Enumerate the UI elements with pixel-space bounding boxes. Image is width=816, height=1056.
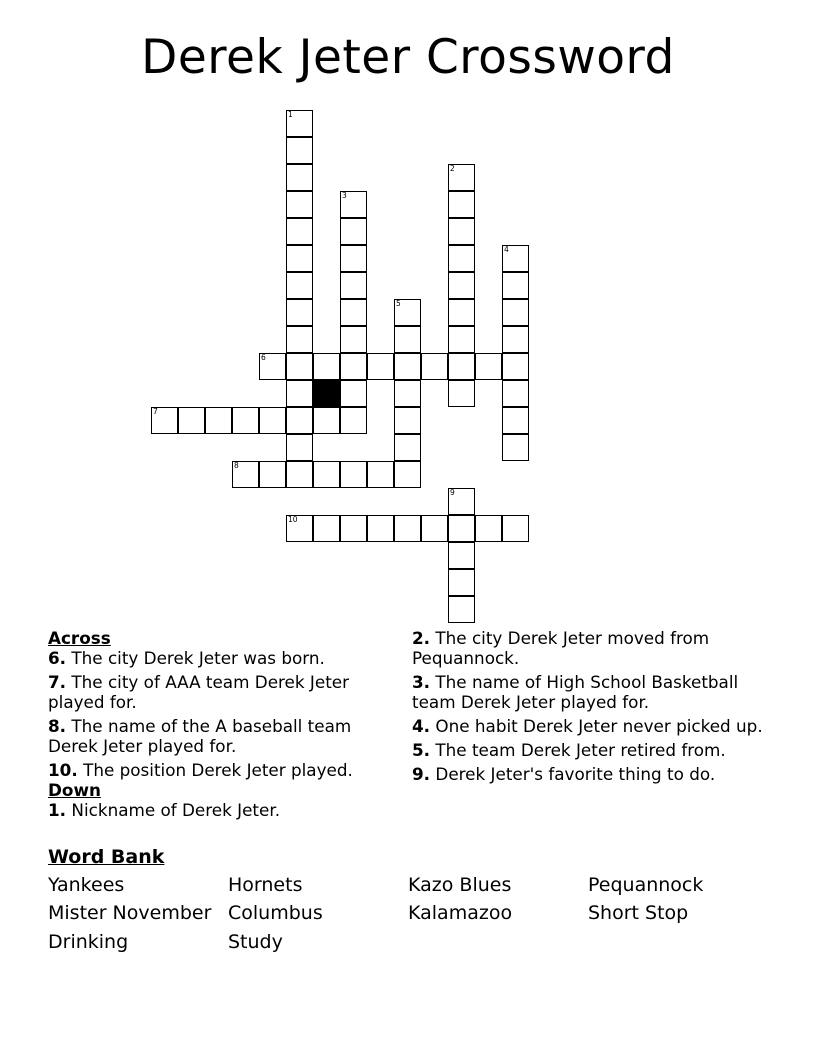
- grid-cell[interactable]: [421, 515, 448, 542]
- grid-cell[interactable]: [340, 461, 367, 488]
- word-bank-item: Kalamazoo: [408, 902, 513, 924]
- clue-text: The name of the A baseball team Derek Jeter played for.: [48, 716, 352, 756]
- cell-number: 9: [450, 488, 455, 497]
- grid-cell[interactable]: [502, 299, 529, 326]
- grid-cell[interactable]: [448, 596, 475, 623]
- grid-cell[interactable]: [340, 272, 367, 299]
- grid-cell[interactable]: [232, 461, 259, 488]
- cell-number: 8: [234, 461, 239, 470]
- grid-cell[interactable]: [340, 353, 367, 380]
- grid-cell[interactable]: [448, 380, 475, 407]
- clue-number: 6.: [48, 648, 67, 668]
- grid-cell[interactable]: [448, 353, 475, 380]
- cell-number: 10: [288, 515, 298, 524]
- clue-number: 9.: [412, 764, 431, 784]
- clue-text: The city of AAA team Derek Jeter played for.: [48, 672, 350, 712]
- grid-cell[interactable]: [259, 407, 286, 434]
- word-bank-item: Drinking: [48, 931, 129, 953]
- grid-cell[interactable]: [286, 380, 313, 407]
- grid-cell[interactable]: [313, 461, 340, 488]
- grid-cell[interactable]: [259, 461, 286, 488]
- clue-text: The city Derek Jeter moved from Pequannock.: [412, 628, 710, 668]
- clue-text: The position Derek Jeter played.: [83, 760, 353, 780]
- grid-cell[interactable]: [448, 515, 475, 542]
- grid-cell[interactable]: [448, 569, 475, 596]
- grid-cell[interactable]: [448, 542, 475, 569]
- grid-cell[interactable]: [502, 434, 529, 461]
- grid-cell[interactable]: [421, 353, 448, 380]
- clue-down-1: [48, 800, 393, 820]
- grid-cell[interactable]: [448, 299, 475, 326]
- grid-cell[interactable]: [394, 434, 421, 461]
- clues-right-column: [412, 628, 787, 788]
- clue-down-9: [412, 764, 787, 784]
- grid-cell[interactable]: [475, 515, 502, 542]
- clue-number: 2.: [412, 628, 431, 648]
- clue-across-7: [48, 672, 393, 712]
- word-bank-item: Columbus: [228, 902, 323, 924]
- grid-cell[interactable]: [340, 326, 367, 353]
- grid-cell[interactable]: [448, 191, 475, 218]
- grid-cell[interactable]: [448, 272, 475, 299]
- grid-cell[interactable]: [286, 299, 313, 326]
- word-bank-item: Hornets: [228, 874, 303, 896]
- grid-cell[interactable]: [475, 353, 502, 380]
- word-bank-item: Kazo Blues: [408, 874, 512, 896]
- grid-cell[interactable]: [394, 353, 421, 380]
- clue-number: 7.: [48, 672, 67, 692]
- clue-down-3: [412, 672, 787, 712]
- grid-cell[interactable]: [340, 380, 367, 407]
- clue-number: 8.: [48, 716, 67, 736]
- clue-across-6: [48, 648, 393, 668]
- word-bank-item: Pequannock: [588, 874, 704, 896]
- grid-cell[interactable]: [502, 515, 529, 542]
- grid-cell[interactable]: [286, 326, 313, 353]
- clue-text: One habit Derek Jeter never picked up.: [435, 716, 763, 736]
- grid-cell[interactable]: [502, 272, 529, 299]
- grid-cell[interactable]: [394, 380, 421, 407]
- clue-text: Derek Jeter's favorite thing to do.: [435, 764, 716, 784]
- grid-cell[interactable]: [286, 461, 313, 488]
- clue-text: Nickname of Derek Jeter.: [71, 800, 281, 820]
- clue-text: The team Derek Jeter retired from.: [435, 740, 726, 760]
- grid-cell[interactable]: [286, 218, 313, 245]
- grid-cell[interactable]: [340, 191, 367, 218]
- grid-cell[interactable]: [367, 461, 394, 488]
- grid-cell[interactable]: [232, 407, 259, 434]
- grid-cell[interactable]: [286, 407, 313, 434]
- grid-cell[interactable]: [394, 407, 421, 434]
- down-heading: Down: [48, 780, 101, 800]
- cell-number: 6: [261, 353, 266, 362]
- clue-number: 10.: [48, 760, 78, 780]
- grid-cell[interactable]: [367, 515, 394, 542]
- grid-cell[interactable]: [367, 353, 394, 380]
- clue-text: The name of High School Basketball team Derek Jeter played for.: [412, 672, 739, 712]
- grid-block: [313, 380, 340, 407]
- clue-number: 5.: [412, 740, 431, 760]
- grid-cell[interactable]: [178, 407, 205, 434]
- grid-cell[interactable]: [313, 407, 340, 434]
- grid-cell[interactable]: [151, 407, 178, 434]
- clue-down-4: [412, 716, 787, 736]
- clue-across-8: [48, 716, 393, 756]
- cell-number: 5: [396, 299, 401, 308]
- grid-cell[interactable]: [448, 164, 475, 191]
- word-bank-item: Study: [228, 931, 283, 953]
- grid-cell[interactable]: [394, 326, 421, 353]
- grid-cell[interactable]: [286, 272, 313, 299]
- grid-cell[interactable]: [448, 488, 475, 515]
- page-title: Derek Jeter Crossword: [141, 30, 675, 85]
- cell-number: 2: [450, 164, 455, 173]
- clue-number: 4.: [412, 716, 431, 736]
- grid-cell[interactable]: [286, 353, 313, 380]
- clue-number: 1.: [48, 800, 67, 820]
- cell-number: 4: [504, 245, 509, 254]
- grid-cell[interactable]: [502, 326, 529, 353]
- grid-cell[interactable]: [286, 245, 313, 272]
- word-bank-item: Mister November: [48, 902, 212, 924]
- grid-cell[interactable]: [286, 191, 313, 218]
- clue-text: The city Derek Jeter was born.: [71, 648, 325, 668]
- grid-cell[interactable]: [340, 515, 367, 542]
- grid-cell[interactable]: [286, 164, 313, 191]
- grid-cell[interactable]: [340, 299, 367, 326]
- grid-cell[interactable]: [448, 218, 475, 245]
- grid-cell[interactable]: [502, 353, 529, 380]
- grid-cell[interactable]: [394, 299, 421, 326]
- clues-left-column: [48, 628, 393, 824]
- grid-cell[interactable]: [340, 218, 367, 245]
- grid-cell[interactable]: [502, 380, 529, 407]
- grid-cell[interactable]: [286, 515, 313, 542]
- grid-cell[interactable]: [259, 353, 286, 380]
- grid-cell[interactable]: [394, 515, 421, 542]
- across-heading: Across: [48, 628, 111, 648]
- grid-cell[interactable]: [286, 434, 313, 461]
- word-bank-title: Word Bank: [48, 846, 165, 868]
- clue-down-2: [412, 628, 787, 668]
- grid-cell[interactable]: [448, 326, 475, 353]
- clue-number: 3.: [412, 672, 431, 692]
- grid-cell[interactable]: [502, 407, 529, 434]
- grid-cell[interactable]: [313, 353, 340, 380]
- grid-cell[interactable]: [502, 245, 529, 272]
- grid-cell[interactable]: [205, 407, 232, 434]
- clue-down-5: [412, 740, 787, 760]
- grid-cell[interactable]: [448, 245, 475, 272]
- word-bank-item: Yankees: [48, 874, 125, 896]
- grid-cell[interactable]: [286, 137, 313, 164]
- grid-cell[interactable]: [394, 461, 421, 488]
- grid-cell[interactable]: [313, 515, 340, 542]
- clue-across-10: [48, 760, 393, 780]
- cell-number: 1: [288, 110, 293, 119]
- cell-number: 3: [342, 191, 347, 200]
- cell-number: 7: [153, 407, 158, 416]
- grid-cell[interactable]: [340, 407, 367, 434]
- grid-cell[interactable]: [340, 245, 367, 272]
- word-bank-item: Short Stop: [588, 902, 689, 924]
- grid-cell[interactable]: [286, 110, 313, 137]
